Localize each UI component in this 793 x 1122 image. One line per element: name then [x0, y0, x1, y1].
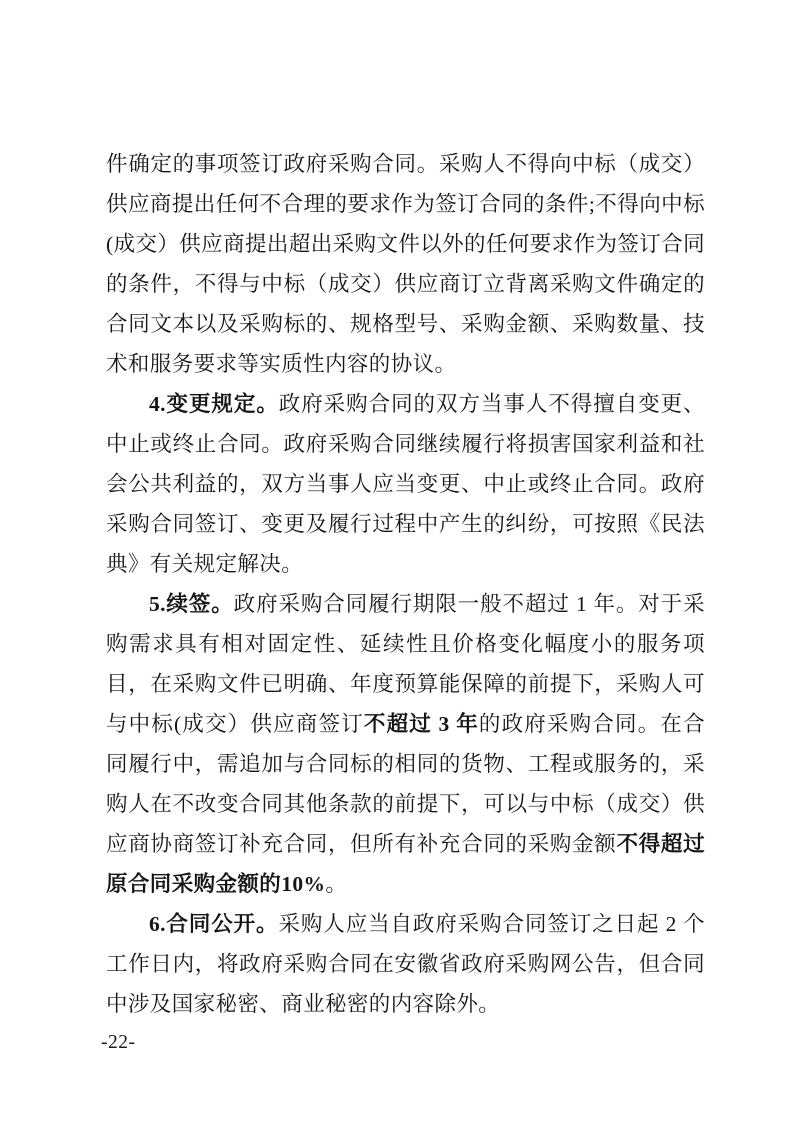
- bold-text-run: 5.续签。: [149, 592, 234, 616]
- text-run: 。: [325, 872, 348, 896]
- text-run: 政府采购合同的双方当事人不得擅自变更、中止或终止合同。政府采购合同继续履行将损害国家利益和社会公共利益的，双方当事人应当变更、中止或终止合同。政府采购合同签订、变更及履行过程中产生的纠纷，可按照《民法典》有关规定解决。: [106, 392, 705, 576]
- para-5-renewal: [106, 584, 705, 904]
- text-run: 政府采购合同履行期限一般不超过 1 年。对于采购需求具有相对固定性、延续性且价格变化幅度小的服务项目，在采购文件已明确、年度预算能保障的前提下，采购人可与中标(成交）供应商签订: [106, 592, 705, 736]
- bold-text-run: 不得超过原合同采购金额的10%: [106, 832, 706, 896]
- para-4-change-rules: [106, 384, 705, 584]
- page-number: -22-: [101, 1032, 136, 1053]
- bold-text-run: 不超过 3 年: [363, 712, 479, 736]
- text-run: 的政府采购合同。在合同履行中，需追加与合同标的相同的货物、工程或服务的，采购人在不改变合同其他条款的前提下，可以与中标（成交）供应商协商签订补充合同，但所有补充合同的采购金额: [106, 712, 705, 856]
- document-body: [106, 144, 705, 1024]
- text-run: 件确定的事项签订政府采购合同。采购人不得向中标（成交）供应商提出任何不合理的要求作为签订合同的条件;不得向中标(成交）供应商提出超出采购文件以外的任何要求作为签订合同的条件，不得与中标（成交）供应商订立背离采购文件确定的合同文本以及采购标的、规格型号、采购金额、采购数量、技术和服务要求等实质性内容的协议。: [106, 152, 705, 376]
- text-run: 采购人应当自政府采购合同签订之日起 2 个工作日内，将政府采购合同在安徽省政府采购网公告，但合同中涉及国家秘密、商业秘密的内容除外。: [106, 912, 705, 1016]
- bold-text-run: 4.变更规定。: [149, 392, 279, 416]
- para-6-contract-disclosure: [106, 904, 705, 1024]
- bold-text-run: 6.合同公开。: [149, 912, 279, 936]
- para-contract-signing-continued: [106, 144, 705, 384]
